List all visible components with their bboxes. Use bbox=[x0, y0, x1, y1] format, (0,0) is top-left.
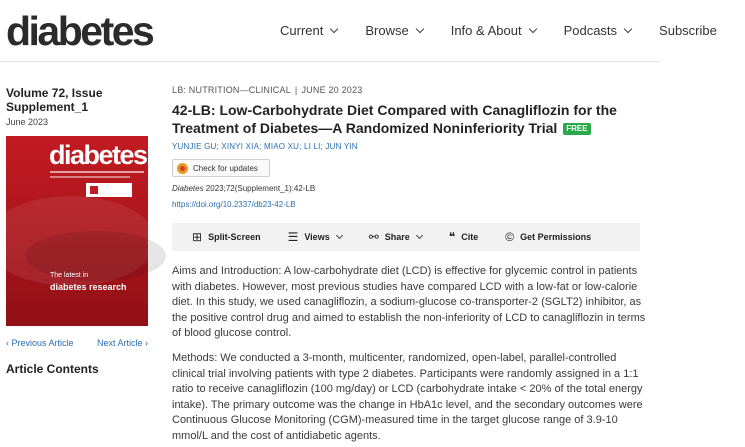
nav-browse-label: Browse bbox=[365, 23, 409, 38]
issue-cover[interactable] bbox=[6, 136, 148, 326]
nav-podcasts-label: Podcasts bbox=[563, 23, 618, 38]
share-dropdown[interactable] bbox=[369, 230, 422, 244]
previous-article-link[interactable] bbox=[6, 338, 74, 348]
views-label: Views bbox=[304, 232, 330, 242]
chevron-down-icon bbox=[330, 24, 338, 32]
chevron-down-icon bbox=[336, 232, 343, 239]
check-for-updates-button[interactable] bbox=[172, 159, 270, 177]
article-section[interactable]: LB: NUTRITION—CLINICAL bbox=[172, 85, 291, 95]
nav-info-about[interactable] bbox=[451, 23, 536, 38]
citation-journal: Diabetes bbox=[172, 184, 204, 193]
get-permissions-button[interactable] bbox=[505, 230, 591, 244]
check-for-updates-label: Check for updates bbox=[193, 163, 258, 173]
views-dropdown[interactable] bbox=[288, 230, 342, 244]
cover-latest: The latest in bbox=[50, 272, 89, 279]
chevron-down-icon bbox=[415, 24, 423, 32]
chevron-down-icon bbox=[624, 24, 632, 32]
split-screen-button[interactable] bbox=[192, 230, 261, 244]
nav-current-label: Current bbox=[280, 23, 324, 38]
article-date: JUNE 20 2023 bbox=[301, 85, 363, 95]
nav-subscribe-label: Subscribe bbox=[659, 23, 717, 38]
citation bbox=[172, 184, 315, 193]
previous-article-label: Previous Article bbox=[11, 338, 74, 348]
main-nav bbox=[280, 23, 745, 38]
split-screen-label: Split-Screen bbox=[208, 232, 261, 242]
abstract-aims-paragraph: Aims and Introduction: A low-carbohydrate diet (LCD) is effective for glycemic control in patients with diabetes. However, most previous studies have compared LCD with a low-fat or low-calorie diet. In this study, we used canagliflozin, a sodium-glucose co-transporter-2 (SGLT2) inhibitor, as the positive control drug and aimed to establish the non-inferiority of LCD to canagliflozin in terms of blood glucose control. bbox=[172, 265, 646, 339]
abstract-methods-paragraph: Methods: We conducted a 3-month, multicenter, randomized, open-label, parallel-controlled clinical trial involving patients with type 2 diabetes. Participants were randomly assigned in a 1:1 ratio to receive canagliflozin (100 mg/day) or LCD (carbohydrate intake < 20% of the total energy intake). The primary outcome was the change in HbA1c level, and the secondary outcomes were Continuous Glucose Monitoring (CGM)-measured time in the target glucose range of 3.9-10 mmol/L and the cost of antidiabetic agents. bbox=[172, 352, 643, 442]
cite-button[interactable] bbox=[449, 230, 478, 244]
chevron-down-icon bbox=[528, 24, 536, 32]
share-label: Share bbox=[384, 232, 410, 242]
nav-info-about-label: Info & About bbox=[450, 23, 522, 38]
chevron-down-icon bbox=[416, 232, 423, 239]
next-article-label: Next Article bbox=[97, 338, 143, 348]
cover-research: diabetes research bbox=[50, 282, 127, 292]
nav-podcasts[interactable] bbox=[564, 23, 631, 38]
cover-art-shadow bbox=[26, 231, 166, 281]
chevron-left-icon: ‹ bbox=[6, 338, 12, 348]
split-screen-icon: ⊞ bbox=[192, 230, 203, 244]
article-toolbar bbox=[172, 223, 640, 251]
nav-subscribe[interactable] bbox=[659, 23, 717, 38]
get-permissions-label: Get Permissions bbox=[520, 232, 592, 242]
nav-current[interactable] bbox=[280, 23, 337, 38]
share-icon: ⚯ bbox=[368, 230, 379, 244]
chevron-right-icon: › bbox=[142, 338, 149, 348]
ada-logo-mark bbox=[90, 186, 98, 194]
cite-label: Cite bbox=[461, 232, 479, 242]
doi-link[interactable]: https://doi.org/10.2337/db23-42-LB bbox=[172, 200, 296, 209]
cover-title: diabetes bbox=[49, 140, 147, 170]
site-header bbox=[0, 0, 717, 62]
copyright-icon: © bbox=[505, 230, 515, 244]
cover-subtitle-line bbox=[50, 171, 144, 173]
next-article-link[interactable] bbox=[97, 338, 148, 348]
quote-icon: ❝ bbox=[448, 230, 456, 244]
article-title bbox=[172, 101, 658, 137]
nav-browse[interactable] bbox=[365, 23, 422, 38]
issue-date: June 2023 bbox=[6, 117, 49, 127]
views-icon: ☰ bbox=[287, 230, 299, 244]
crossmark-icon bbox=[177, 163, 188, 174]
article-contents-heading[interactable]: Article Contents bbox=[6, 362, 99, 376]
citation-details: 2023;72(Supplement_1):42-LB bbox=[203, 184, 316, 193]
issue-volume[interactable]: Volume 72, Issue Supplement_1 bbox=[6, 86, 103, 114]
author-list[interactable]: YUNJIE GU; XINYI XIA; MIAO XU; LI LI; JUN YIN bbox=[172, 142, 358, 151]
article-meta bbox=[172, 85, 362, 95]
free-badge: FREE bbox=[563, 123, 590, 135]
article-title-text: 42-LB: Low-Carbohydrate Diet Compared with Canagliflozin for the Treatment of Diabetes—A Randomized Noninferiority Trial bbox=[172, 102, 617, 136]
meta-separator: | bbox=[294, 85, 298, 95]
journal-logo[interactable]: diabetes bbox=[6, 8, 153, 54]
cover-subtitle-line bbox=[50, 176, 130, 178]
